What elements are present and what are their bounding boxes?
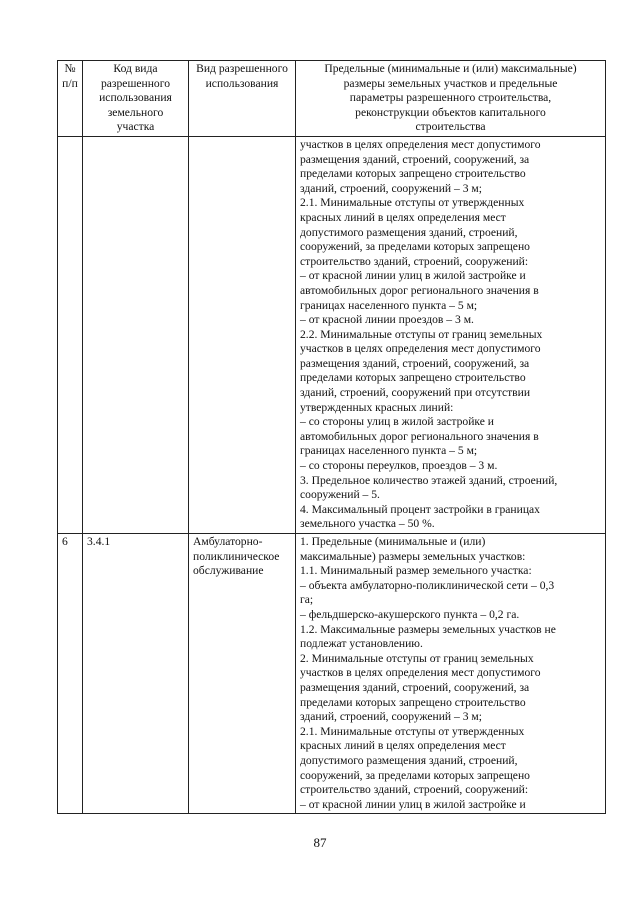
use-type-cell	[189, 136, 296, 533]
use-code-cell: 3.4.1	[83, 534, 189, 814]
text-line: сооружений, за пределами которых запрещено	[300, 768, 530, 782]
text-line: размещения зданий, строений, сооружений, за	[300, 356, 530, 370]
text-line: 1.2. Максимальные размеры земельных участков не	[300, 622, 556, 636]
table-row	[58, 534, 606, 814]
text-line: поликлиническое	[193, 549, 280, 563]
text-line: зданий, строений, сооружений при отсутствии	[300, 386, 531, 400]
text-line: зданий, строений, сооружений – 3 м;	[300, 710, 482, 724]
zoning-parameters-table	[57, 60, 606, 814]
text-line: 1. Предельные (минимальные и (или)	[300, 535, 486, 548]
text-line: участков в целях определения мест допустимого	[300, 666, 541, 680]
text-line: размещения зданий, строений, сооружений, за	[300, 152, 530, 166]
text-line: допустимого размещения зданий, строений,	[300, 225, 518, 239]
text-line: 1.1. Минимальный размер земельного участка:	[300, 564, 532, 578]
text-line: – от красной линии улиц в жилой застройке и	[300, 269, 526, 283]
table-header-row	[58, 61, 606, 137]
text-line: – со стороны улиц в жилой застройке и	[300, 415, 495, 429]
text-line: 2. Минимальные отступы от границ земельных	[300, 651, 534, 665]
row-number-cell: 6	[58, 534, 83, 814]
text-line: – от красной линии проездов – 3 м.	[300, 313, 474, 327]
text-line: сооружений, за пределами которых запрещено	[300, 240, 530, 254]
text-line: красных линий в целях определения мест	[300, 739, 506, 753]
header-limit-parameters: Предельные (минимальные и (или) максимальные) размеры земельных участков и предельные параметры разрешенного строительства, реконструкции объектов капитального строительства	[296, 61, 606, 137]
text-line: пределами которых запрещено строительство	[300, 371, 526, 385]
text-line: 2.2. Минимальные отступы от границ земельных	[300, 327, 543, 341]
text-line: 2.1. Минимальные отступы от утвержденных	[300, 724, 525, 738]
text-line: – фельдшерско-акушерского пункта – 0,2 га.	[300, 607, 520, 621]
text-line: пределами которых запрещено строительство	[300, 695, 526, 709]
text-line: пределами которых запрещено строительство	[300, 167, 526, 181]
text-line: границах населенного пункта – 5 м;	[300, 298, 478, 312]
text-line: 2.1. Минимальные отступы от утвержденных	[300, 196, 525, 210]
text-line: земельного участка – 50 %.	[300, 517, 435, 531]
text-line: допустимого размещения зданий, строений,	[300, 753, 518, 767]
header-use-code: Код вида разрешенного использования земельного участка	[83, 61, 189, 137]
text-line: автомобильных дорог регионального значения в	[300, 429, 539, 443]
text-line: красных линий в целях определения мест	[300, 210, 506, 224]
parameters-cell	[296, 136, 606, 533]
text-line: участков в целях определения мест допустимого	[300, 342, 541, 356]
text-line: Амбулаторно-	[193, 535, 263, 548]
text-line: 4. Максимальный процент застройки в границах	[300, 502, 540, 516]
text-line: автомобильных дорог регионального значения в	[300, 283, 539, 297]
text-line: границах населенного пункта – 5 м;	[300, 444, 478, 458]
use-type-cell	[189, 534, 296, 814]
text-line: участков в целях определения мест допустимого	[300, 137, 541, 151]
header-use-type: Вид разрешенного использования	[189, 61, 296, 137]
text-line: 3. Предельное количество этажей зданий, строений,	[300, 473, 558, 487]
text-line: – от красной линии улиц в жилой застройке и	[300, 797, 526, 811]
use-code-cell	[83, 136, 189, 533]
text-line: зданий, строений, сооружений – 3 м;	[300, 181, 482, 195]
text-line: строительство зданий, строений, сооружений:	[300, 783, 529, 797]
row-number-cell	[58, 136, 83, 533]
text-line: сооружений – 5.	[300, 488, 380, 502]
text-line: – объекта амбулаторно-поликлинической сети – 0,3	[300, 578, 555, 592]
table-row	[58, 136, 606, 533]
text-line: подлежат установлению.	[300, 637, 423, 651]
text-line: утвержденных красных линий:	[300, 400, 454, 414]
text-line: га;	[300, 593, 314, 607]
text-line: обслуживание	[193, 564, 264, 578]
page-number: 87	[313, 835, 327, 850]
header-number: № п/п	[58, 61, 83, 137]
text-line: максимальные) размеры земельных участков:	[300, 549, 526, 563]
text-line: строительство зданий, строений, сооружений:	[300, 254, 529, 268]
text-line: размещения зданий, строений, сооружений, за	[300, 680, 530, 694]
parameters-cell	[296, 534, 606, 814]
text-line: – со стороны переулков, проездов – 3 м.	[300, 459, 498, 473]
